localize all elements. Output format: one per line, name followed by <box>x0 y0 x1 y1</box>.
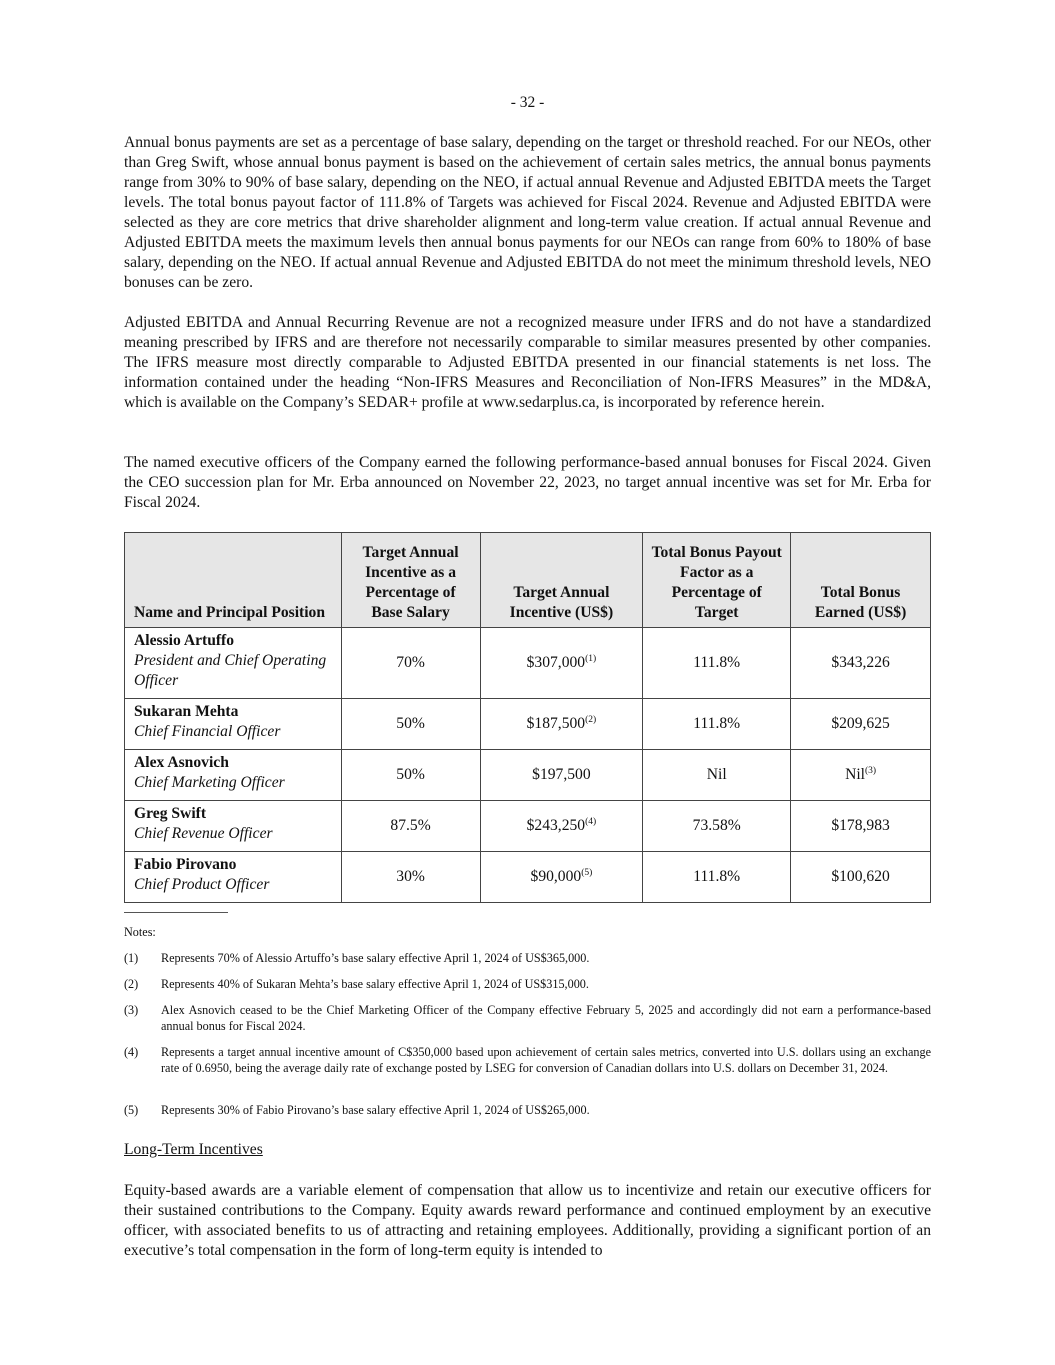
payout-factor-cell: 111.8% <box>643 852 791 903</box>
footnote-ref: (3) <box>865 766 877 776</box>
pct-base-cell: 70% <box>341 628 480 699</box>
name-position-cell <box>125 852 342 903</box>
footnote <box>124 1102 931 1118</box>
footnote-ref: (4) <box>585 817 597 827</box>
notes-label: Notes: <box>124 925 156 939</box>
total-earned-cell <box>791 628 931 699</box>
footnote <box>124 1044 931 1076</box>
target-incentive-value: $307,000 <box>526 654 586 671</box>
footnote <box>124 950 931 966</box>
footnote-number: (5) <box>124 1103 139 1117</box>
footnote-number: (3) <box>124 1003 139 1017</box>
pct-base-cell: 87.5% <box>341 801 480 852</box>
footnote <box>124 1002 931 1034</box>
executive-name: Sukaran Mehta <box>134 703 239 720</box>
executive-name: Greg Swift <box>134 805 207 822</box>
total-earned-cell <box>791 699 931 750</box>
total-earned-cell <box>791 852 931 903</box>
table-row <box>125 801 931 852</box>
pct-base-cell: 50% <box>341 750 480 801</box>
payout-factor-cell: Nil <box>643 750 791 801</box>
executive-position: Chief Product Officer <box>134 876 270 893</box>
target-incentive-value: $187,500 <box>526 715 586 732</box>
footnote-text: Represents 70% of Alessio Artuffo’s base salary effective April 1, 2024 of US$365,000. <box>161 951 590 965</box>
executive-position: Chief Marketing Officer <box>134 774 285 791</box>
total-earned-value: $343,226 <box>831 654 890 671</box>
table-row <box>125 750 931 801</box>
payout-factor-cell: 73.58% <box>643 801 791 852</box>
executive-name: Alessio Artuffo <box>134 632 235 649</box>
payout-factor-cell: 111.8% <box>643 628 791 699</box>
footnote-number: (4) <box>124 1045 139 1059</box>
total-earned-value: $100,620 <box>831 868 890 885</box>
executive-name: Fabio Pirovano <box>134 856 237 873</box>
footnote-number: (2) <box>124 977 139 991</box>
total-earned-value: $209,625 <box>831 715 890 732</box>
footnote-text: Represents 40% of Sukaran Mehta’s base salary effective April 1, 2024 of US$315,000. <box>161 977 589 991</box>
pct-base-cell: 50% <box>341 699 480 750</box>
table-row <box>125 628 931 699</box>
target-incentive-value: $90,000 <box>530 868 582 885</box>
footnote-text: Represents a target annual incentive amount of C$350,000 based upon achievement of certain sales metrics, converted into U.S. dollars using an exchange rate of 0.6950, being the average daily rate of exchange posted by LSEG for conversion of Canadian dollars into U.S. dollars on December 31, 2024. <box>161 1045 931 1075</box>
target-incentive-cell <box>480 852 643 903</box>
target-incentive-value: $197,500 <box>532 766 591 783</box>
paragraph-non-ifrs-measures: Adjusted EBITDA and Annual Recurring Revenue are not a recognized measure under IFRS and do not have a standardized meaning prescribed by IFRS and are therefore not necessarily comparable to similar measures presented by other companies. The IFRS measure most directly comparable to Adjusted EBITDA presented in our financial statements is net loss. The information contained under the heading “Non-IFRS Measures and Reconciliation of Non-IFRS Measures” in the MD&A, which is available on the Company’s SEDAR+ profile at www.sedarplus.ca, is incorporated by reference herein. <box>124 314 931 411</box>
name-position-cell <box>125 750 342 801</box>
table-header-row <box>125 533 931 628</box>
footnote-number: (1) <box>124 951 139 965</box>
name-position-cell <box>125 628 342 699</box>
target-incentive-cell <box>480 801 643 852</box>
executive-name: Alex Asnovich <box>134 754 229 771</box>
executive-position: President and Chief Operating Officer <box>134 652 327 689</box>
name-position-cell <box>125 801 342 852</box>
name-position-cell <box>125 699 342 750</box>
footnote-text: Represents 30% of Fabio Pirovano’s base salary effective April 1, 2024 of US$265,000. <box>161 1103 590 1117</box>
notes-divider <box>124 912 228 913</box>
header-total-bonus-earned: Total Bonus Earned (US$) <box>791 533 931 628</box>
total-earned-cell <box>791 750 931 801</box>
header-pct-base-salary: Target Annual Incentive as a Percentage of Base Salary <box>341 533 480 628</box>
table-row <box>125 852 931 903</box>
payout-factor-cell: 111.8% <box>643 699 791 750</box>
footnote-ref: (5) <box>581 868 593 878</box>
table-row <box>125 699 931 750</box>
target-incentive-cell <box>480 699 643 750</box>
footnote-ref: (1) <box>585 654 597 664</box>
target-incentive-cell <box>480 628 643 699</box>
target-incentive-cell <box>480 750 643 801</box>
section-heading-long-term-incentives: Long-Term Incentives <box>124 1141 263 1158</box>
header-target-incentive: Target Annual Incentive (US$) <box>480 533 643 628</box>
page-number: - 32 - <box>510 94 545 111</box>
executive-position: Chief Revenue Officer <box>134 825 273 842</box>
footnote <box>124 976 931 992</box>
paragraph-annual-bonus: Annual bonus payments are set as a percentage of base salary, depending on the target or threshold reached. For our NEOs, other than Greg Swift, whose annual bonus payment is based on the achievement of certain sales metrics, the annual bonus payments range from 30% to 90% of base salary, depending on the NEO, if actual annual Revenue and Adjusted EBITDA meets the Target levels. The total bonus payout factor of 111.8% of Targets was achieved for Fiscal 2024. Revenue and Adjusted EBITDA were selected as they are core metrics that drive shareholder alignment and long-term value creation. If actual annual Revenue and Adjusted EBITDA meets the maximum levels then annual bonus payments for our NEOs can range from 60% to 180% of base salary, depending on the NEO. If actual annual Revenue and Adjusted EBITDA do not meet the minimum threshold levels, NEO bonuses can be zero. <box>124 134 931 291</box>
footnote-text: Alex Asnovich ceased to be the Chief Marketing Officer of the Company effective February 5, 2025 and accordingly did not earn a performance-based annual bonus for Fiscal 2024. <box>161 1003 931 1033</box>
executive-position: Chief Financial Officer <box>134 723 281 740</box>
annual-bonus-table <box>124 532 931 903</box>
footnote-ref: (2) <box>585 715 597 725</box>
header-payout-factor: Total Bonus Payout Factor as a Percentage of Target <box>643 533 791 628</box>
header-name-position: Name and Principal Position <box>125 533 342 628</box>
target-incentive-value: $243,250 <box>526 817 586 834</box>
paragraph-equity-awards: Equity-based awards are a variable element of compensation that allow us to incentivize and retain our executive officers for their sustained contributions to the Company. Equity awards reward performance and continued employment by an executive officer, with associated benefits to us of attracting and retaining employees. Additionally, providing a significant portion of an executive’s total compensation in the form of long-term equity is intended to <box>124 1182 931 1259</box>
total-earned-value: Nil <box>845 766 865 783</box>
total-earned-value: $178,983 <box>831 817 890 834</box>
paragraph-neo-bonuses-intro: The named executive officers of the Company earned the following performance-based annual bonuses for Fiscal 2024. Given the CEO succession plan for Mr. Erba announced on November 22, 2023, no target annual incentive was set for Mr. Erba for Fiscal 2024. <box>124 454 931 511</box>
total-earned-cell <box>791 801 931 852</box>
pct-base-cell: 30% <box>341 852 480 903</box>
